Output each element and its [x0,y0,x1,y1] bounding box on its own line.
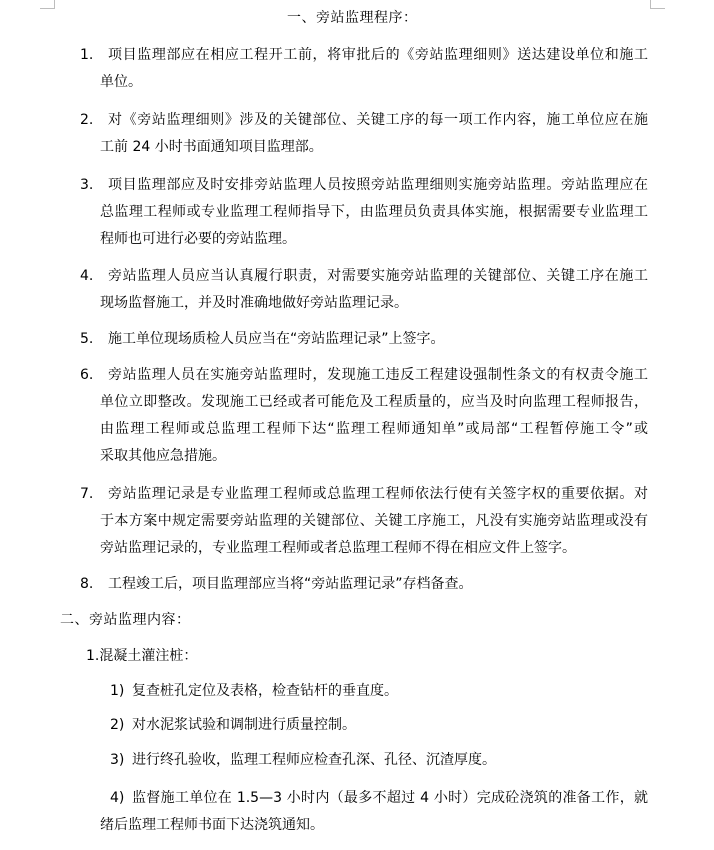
list-item-text: 对水泥浆试验和调制进行质量控制。 [132,717,356,733]
list-item-text: 监督施工单位在 1.5—3 小时内（最多不超过 4 小时）完成砼浇筑的准备工作，就 [132,790,648,806]
subsection-title: 1.混凝土灌注桩： [86,648,198,664]
list-item-number: 1) [110,683,125,699]
list-item-text: 旁站监理记录是专业监理工程师或总监理工程师依法行使有关签字权的重要依据。对 [108,486,648,502]
list-item-number: 6. [80,367,94,383]
list-item-text: 工前 24 小时书面通知项目监理部。 [100,139,323,155]
list-item-number: 8. [80,576,94,592]
page-corner-mark-right [650,0,665,9]
list-item-text: 于本方案中规定需要旁站监理的关键部位、关键工序施工，凡没有实施旁站监理或没有 [100,513,648,529]
page-corner-mark-left [40,0,55,9]
list-item-text: 进行终孔验收，监理工程师应检查孔深、孔径、沉渣厚度。 [132,752,496,768]
list-item-text: 由监理工程师或总监理工程师下达“监理工程师通知单”或局部“工程暂停施工令”或 [100,421,648,437]
list-item-number: 3) [110,752,125,768]
list-item-number: 4. [80,268,94,284]
list-item-number: 1. [80,47,94,63]
list-item-text: 工程竣工后，项目监理部应当将“旁站监理记录”存档备查。 [108,576,473,592]
list-item-text: 项目监理部应及时安排旁站监理人员按照旁站监理细则实施旁站监理。旁站监理应在 [108,177,648,193]
list-item-number: 2) [110,717,125,733]
section-2-title: 二、旁站监理内容： [60,612,191,628]
list-item-number: 7. [80,486,94,502]
list-item-number: 2. [80,112,94,128]
list-item-text: 复查桩孔定位及表格，检查钻杆的垂直度。 [132,683,398,699]
list-item-text: 施工单位现场质检人员应当在“旁站监理记录”上签字。 [108,331,445,347]
list-item-number: 5. [80,331,94,347]
list-item-text: 单位立即整改。发现施工已经或者可能危及工程质量的，应当及时向监理工程师报告， [100,394,648,410]
list-item-text: 单位。 [100,74,142,90]
list-item-text: 采取其他应急措施。 [100,448,226,464]
list-item-text: 总监理工程师或专业监理工程师指导下，由监理员负责具体实施，根据需要专业监理工 [100,204,648,220]
list-item-number: 3. [80,177,94,193]
list-item-text: 绪后监理工程师书面下达浇筑通知。 [100,817,324,833]
list-item-text: 旁站监理人员应当认真履行职责，对需要实施旁站监理的关键部位、关键工序在施工 [108,268,648,284]
list-item-number: 4) [110,790,125,806]
list-item-text: 旁站监理记录的，专业监理工程师或者总监理工程师不得在相应文件上签字。 [100,540,576,556]
list-item-text: 对《旁站监理细则》涉及的关键部位、关键工序的每一项工作内容，施工单位应在施 [108,112,648,128]
list-item-text: 程师也可进行必要的旁站监理。 [100,231,296,247]
list-item-text: 旁站监理人员在实施旁站监理时，发现施工违反工程建设强制性条文的有权责令施工 [108,367,648,383]
section-1-title: 一、旁站监理程序： [287,10,418,26]
list-item-text: 项目监理部应在相应工程开工前，将审批后的《旁站监理细则》送达建设单位和施工 [108,47,648,63]
list-item-text: 现场监督施工，并及时准确地做好旁站监理记录。 [100,295,408,311]
